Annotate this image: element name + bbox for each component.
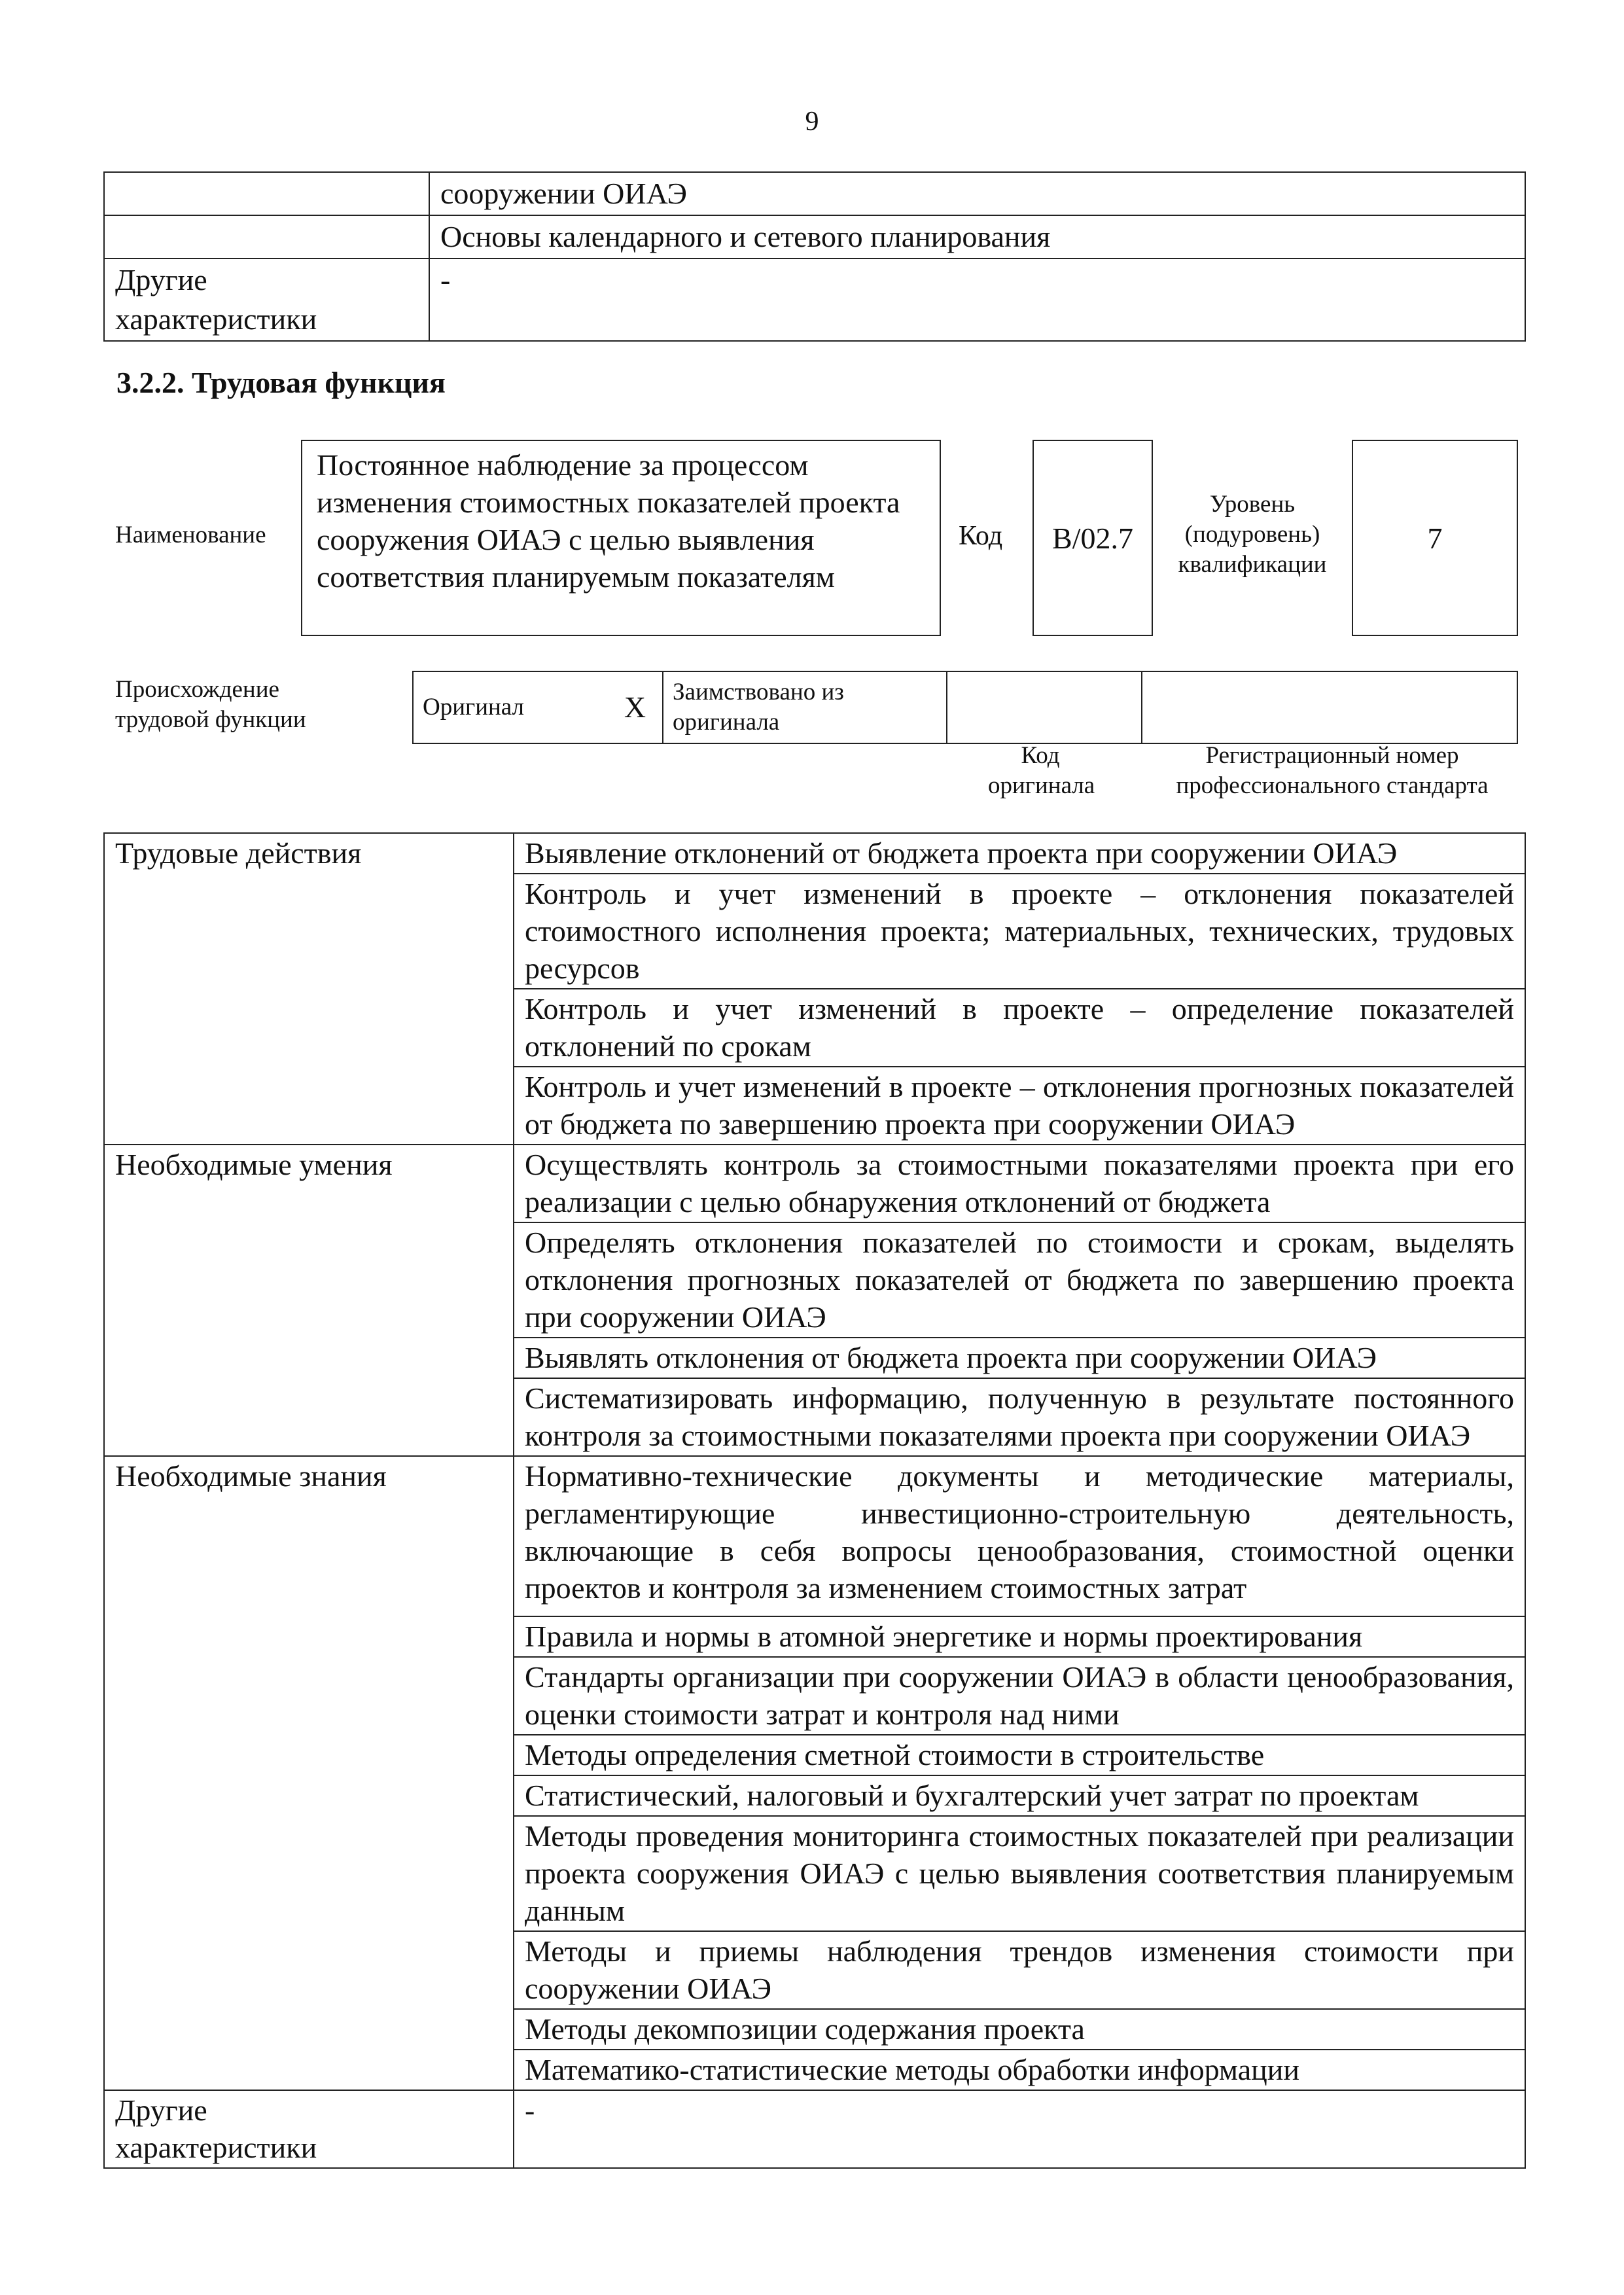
table-row (104, 172, 1525, 215)
table-row (104, 833, 1525, 874)
code-value-box: B/02.7 (1033, 440, 1153, 636)
table-cell: Основы календарного и сетевого планирования (429, 215, 1525, 258)
table-row (413, 671, 1517, 743)
top-continuation-table (103, 171, 1526, 342)
skill-item: Определять отклонения показателей по стоимости и срокам, выделять отклонения прогнозных показателей от бюджета по завершению проекта при сооружении ОИАЭ (514, 1222, 1525, 1338)
registration-number-caption: Регистрационный номер профессионального стандарта (1176, 742, 1489, 799)
labor-function-table (103, 832, 1526, 2169)
knowledge-item: Статистический, налоговый и бухгалтерский учет затрат по проектам (514, 1775, 1525, 1816)
knowledge-item: Методы декомпозиции содержания проекта (514, 2009, 1525, 2050)
knowledge-item: Методы и приемы наблюдения трендов изменения стоимости при сооружении ОИАЭ (514, 1931, 1525, 2009)
original-label: Оригинал (413, 671, 608, 743)
knowledge-item: Стандарты организации при сооружении ОИАЭ в области ценообразования, оценки стоимости затрат и контроля над ними (514, 1657, 1525, 1735)
table-cell: сооружении ОИАЭ (429, 172, 1525, 215)
original-code-cell (947, 671, 1142, 743)
origin-table (412, 671, 1518, 744)
borrowed-label: Заимствовано из оригинала (663, 671, 947, 743)
code-label: Код (959, 521, 1003, 551)
other-characteristics-value: - (514, 2090, 1525, 2168)
other-characteristics-label: Другие характеристики (104, 2090, 514, 2168)
knowledge-item: Математико-статистические методы обработки информации (514, 2050, 1525, 2090)
page-number: 9 (805, 107, 819, 137)
labor-action-item: Контроль и учет изменений в проекте – отклонения прогнозных показателей от бюджета по завершению проекта при сооружении ОИАЭ (514, 1067, 1525, 1145)
section-heading: 3.2.2. Трудовая функция (116, 366, 446, 399)
original-mark: X (608, 671, 663, 743)
labor-actions-label: Трудовые действия (104, 833, 514, 1145)
skill-item: Выявлять отклонения от бюджета проекта при сооружении ОИАЭ (514, 1338, 1525, 1378)
knowledge-item: Методы определения сметной стоимости в строительстве (514, 1735, 1525, 1775)
function-name-box: Постоянное наблюдение за процессом изменения стоимостных показателей проекта сооружения ОИАЭ с целью выявления соответствия планируемым показателям (301, 440, 941, 636)
labor-action-item: Выявление отклонений от бюджета проекта при сооружении ОИАЭ (514, 833, 1525, 874)
qualification-level-box: 7 (1352, 440, 1518, 636)
table-row (104, 2090, 1525, 2168)
skills-label: Необходимые умения (104, 1145, 514, 1456)
other-characteristics-label: Другие характеристики (104, 258, 429, 341)
table-row (104, 215, 1525, 258)
registration-number-cell (1142, 671, 1517, 743)
skill-item: Осуществлять контроль за стоимостными показателями проекта при его реализации с целью обнаружения отклонений от бюджета (514, 1145, 1525, 1222)
labor-action-item: Контроль и учет изменений в проекте – отклонения показателей стоимостного исполнения проекта; материальных, технических, трудовых ресурсов (514, 874, 1525, 989)
knowledge-item: Правила и нормы в атомной энергетике и нормы проектирования (514, 1616, 1525, 1657)
origin-label: Происхождение трудовой функции (115, 676, 306, 733)
table-row (104, 1145, 1525, 1222)
qualification-level-label: Уровень (подуровень) квалификации (1178, 491, 1327, 578)
empty-header-cell (104, 172, 429, 215)
knowledge-item: Нормативно-технические документы и методические материалы, регламентирующие инвестиционно-строительную деятельность, включающие в себя вопросы ценообразования, стоимостной оценки проектов и контроля за изменением стоимостных затрат (514, 1456, 1525, 1616)
skill-item: Систематизировать информацию, полученную в результате постоянного контроля за стоимостными показателями проекта при сооружении ОИАЭ (514, 1378, 1525, 1456)
empty-header-cell (104, 215, 429, 258)
labor-action-item: Контроль и учет изменений в проекте – определение показателей отклонений по срокам (514, 989, 1525, 1067)
original-code-caption: Код оригинала (988, 742, 1095, 799)
table-row (104, 1456, 1525, 1616)
knowledge-label: Необходимые знания (104, 1456, 514, 2090)
other-characteristics-value: - (429, 258, 1525, 341)
table-row (104, 258, 1525, 341)
knowledge-item: Методы проведения мониторинга стоимостных показателей при реализации проекта сооружения ОИАЭ с целью выявления соответствия планируемым данным (514, 1816, 1525, 1931)
name-label: Наименование (115, 522, 266, 548)
